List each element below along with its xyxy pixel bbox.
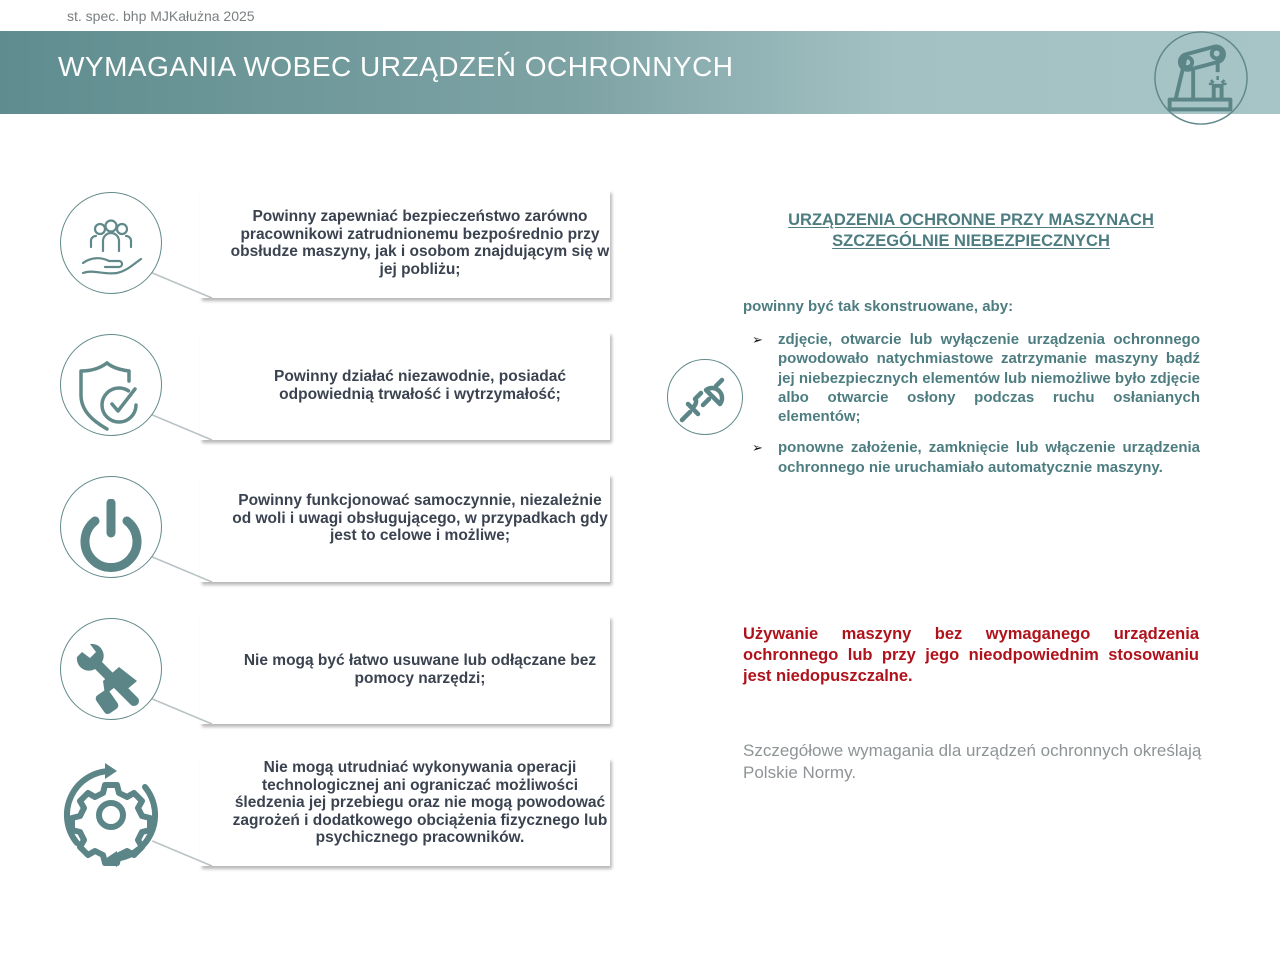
unplug-icon-circle xyxy=(667,359,743,435)
requirement-card-5 xyxy=(60,750,615,870)
requirement-text: Powinny funkcjonować samoczynnie, niezależnie od woli i uwagi obsługującego, w przypadkach gdy jest to celowe i możliwe; xyxy=(232,492,608,544)
power-icon xyxy=(73,499,149,575)
requirement-card-1 xyxy=(60,182,615,302)
intro-text: powinny być tak skonstruowane, aby: xyxy=(743,298,1014,315)
icon-circle xyxy=(60,618,162,720)
section-heading-line-2: SZCZEGÓLNIE NIEBEZPIECZNYCH xyxy=(832,232,1110,250)
arrow-bullet-icon: ➢ xyxy=(752,440,763,456)
standards-note: Szczegółowe wymagania dla urządzeń ochronnych określają Polskie Normy. xyxy=(743,741,1202,782)
section-heading-line-1: URZĄDZENIA OCHRONNE PRZY MASZYNACH xyxy=(788,211,1154,229)
requirement-text: Nie mogą być łatwo usuwane lub odłączane bez pomocy narzędzi; xyxy=(243,652,597,687)
requirement-text: Powinny działać niezawodnie, posiadać odpowiednią trwałość i wytrzymałość; xyxy=(274,368,566,403)
gear-cycle-icon xyxy=(55,759,167,871)
shield-check-icon xyxy=(73,357,149,433)
icon-circle xyxy=(60,334,162,436)
author-caption: st. spec. bhp MJKałużna 2025 xyxy=(67,8,255,24)
wrench-hand-icon xyxy=(73,641,149,717)
hand-with-people-icon xyxy=(73,215,149,291)
icon-circle xyxy=(60,192,162,294)
requirement-card-4 xyxy=(60,608,615,728)
list-item-text: ponowne założenie, zamknięcie lub włączenie urządzenia ochronnego nie uruchamiało automatycznie maszyny. xyxy=(778,439,1200,476)
arrow-bullet-icon: ➢ xyxy=(752,332,763,347)
list-item xyxy=(752,330,1200,426)
title-banner xyxy=(0,31,1280,114)
requirements-list xyxy=(752,330,1200,489)
list-item xyxy=(752,438,1200,477)
icon-circle xyxy=(60,760,162,862)
requirement-card-3 xyxy=(60,466,615,586)
list-item-text: zdjęcie, otwarcie lub wyłączenie urządzenia ochronnego powodowało natychmiastowe zatrzymanie maszyny bądź jej niebezpiecznych elementów lub niemożliwe było zdjęcie albo otwarcie osłony podczas ruchu osłanianych elementów; xyxy=(778,331,1200,426)
section-heading xyxy=(740,210,1202,252)
icon-circle xyxy=(60,476,162,578)
requirement-card-2 xyxy=(60,324,615,444)
warning-text: Używanie maszyny bez wymaganego urządzenia ochronnego lub przy jego nieodpowiednim stosowaniu jest niedopuszczalne. xyxy=(743,625,1199,685)
robot-arm-icon xyxy=(1152,29,1250,127)
requirement-text: Nie mogą utrudniać wykonywania operacji technologicznej ani ograniczać możliwości śledzenia jej przebiegu oraz nie mogą powodować zagrożeń i dodatkowego obciążenia fizycznego lub psychicznego pracowników. xyxy=(232,759,608,846)
requirement-text: Powinny zapewniać bezpieczeństwo zarówno pracownikowi zatrudnionemu bezpośrednio przy obsłudze maszyny, jak i osobom znajdującym się w jej pobliżu; xyxy=(230,208,610,278)
page-title: WYMAGANIA WOBEC URZĄDZEŃ OCHRONNYCH xyxy=(58,51,734,82)
unplug-icon xyxy=(668,360,742,434)
